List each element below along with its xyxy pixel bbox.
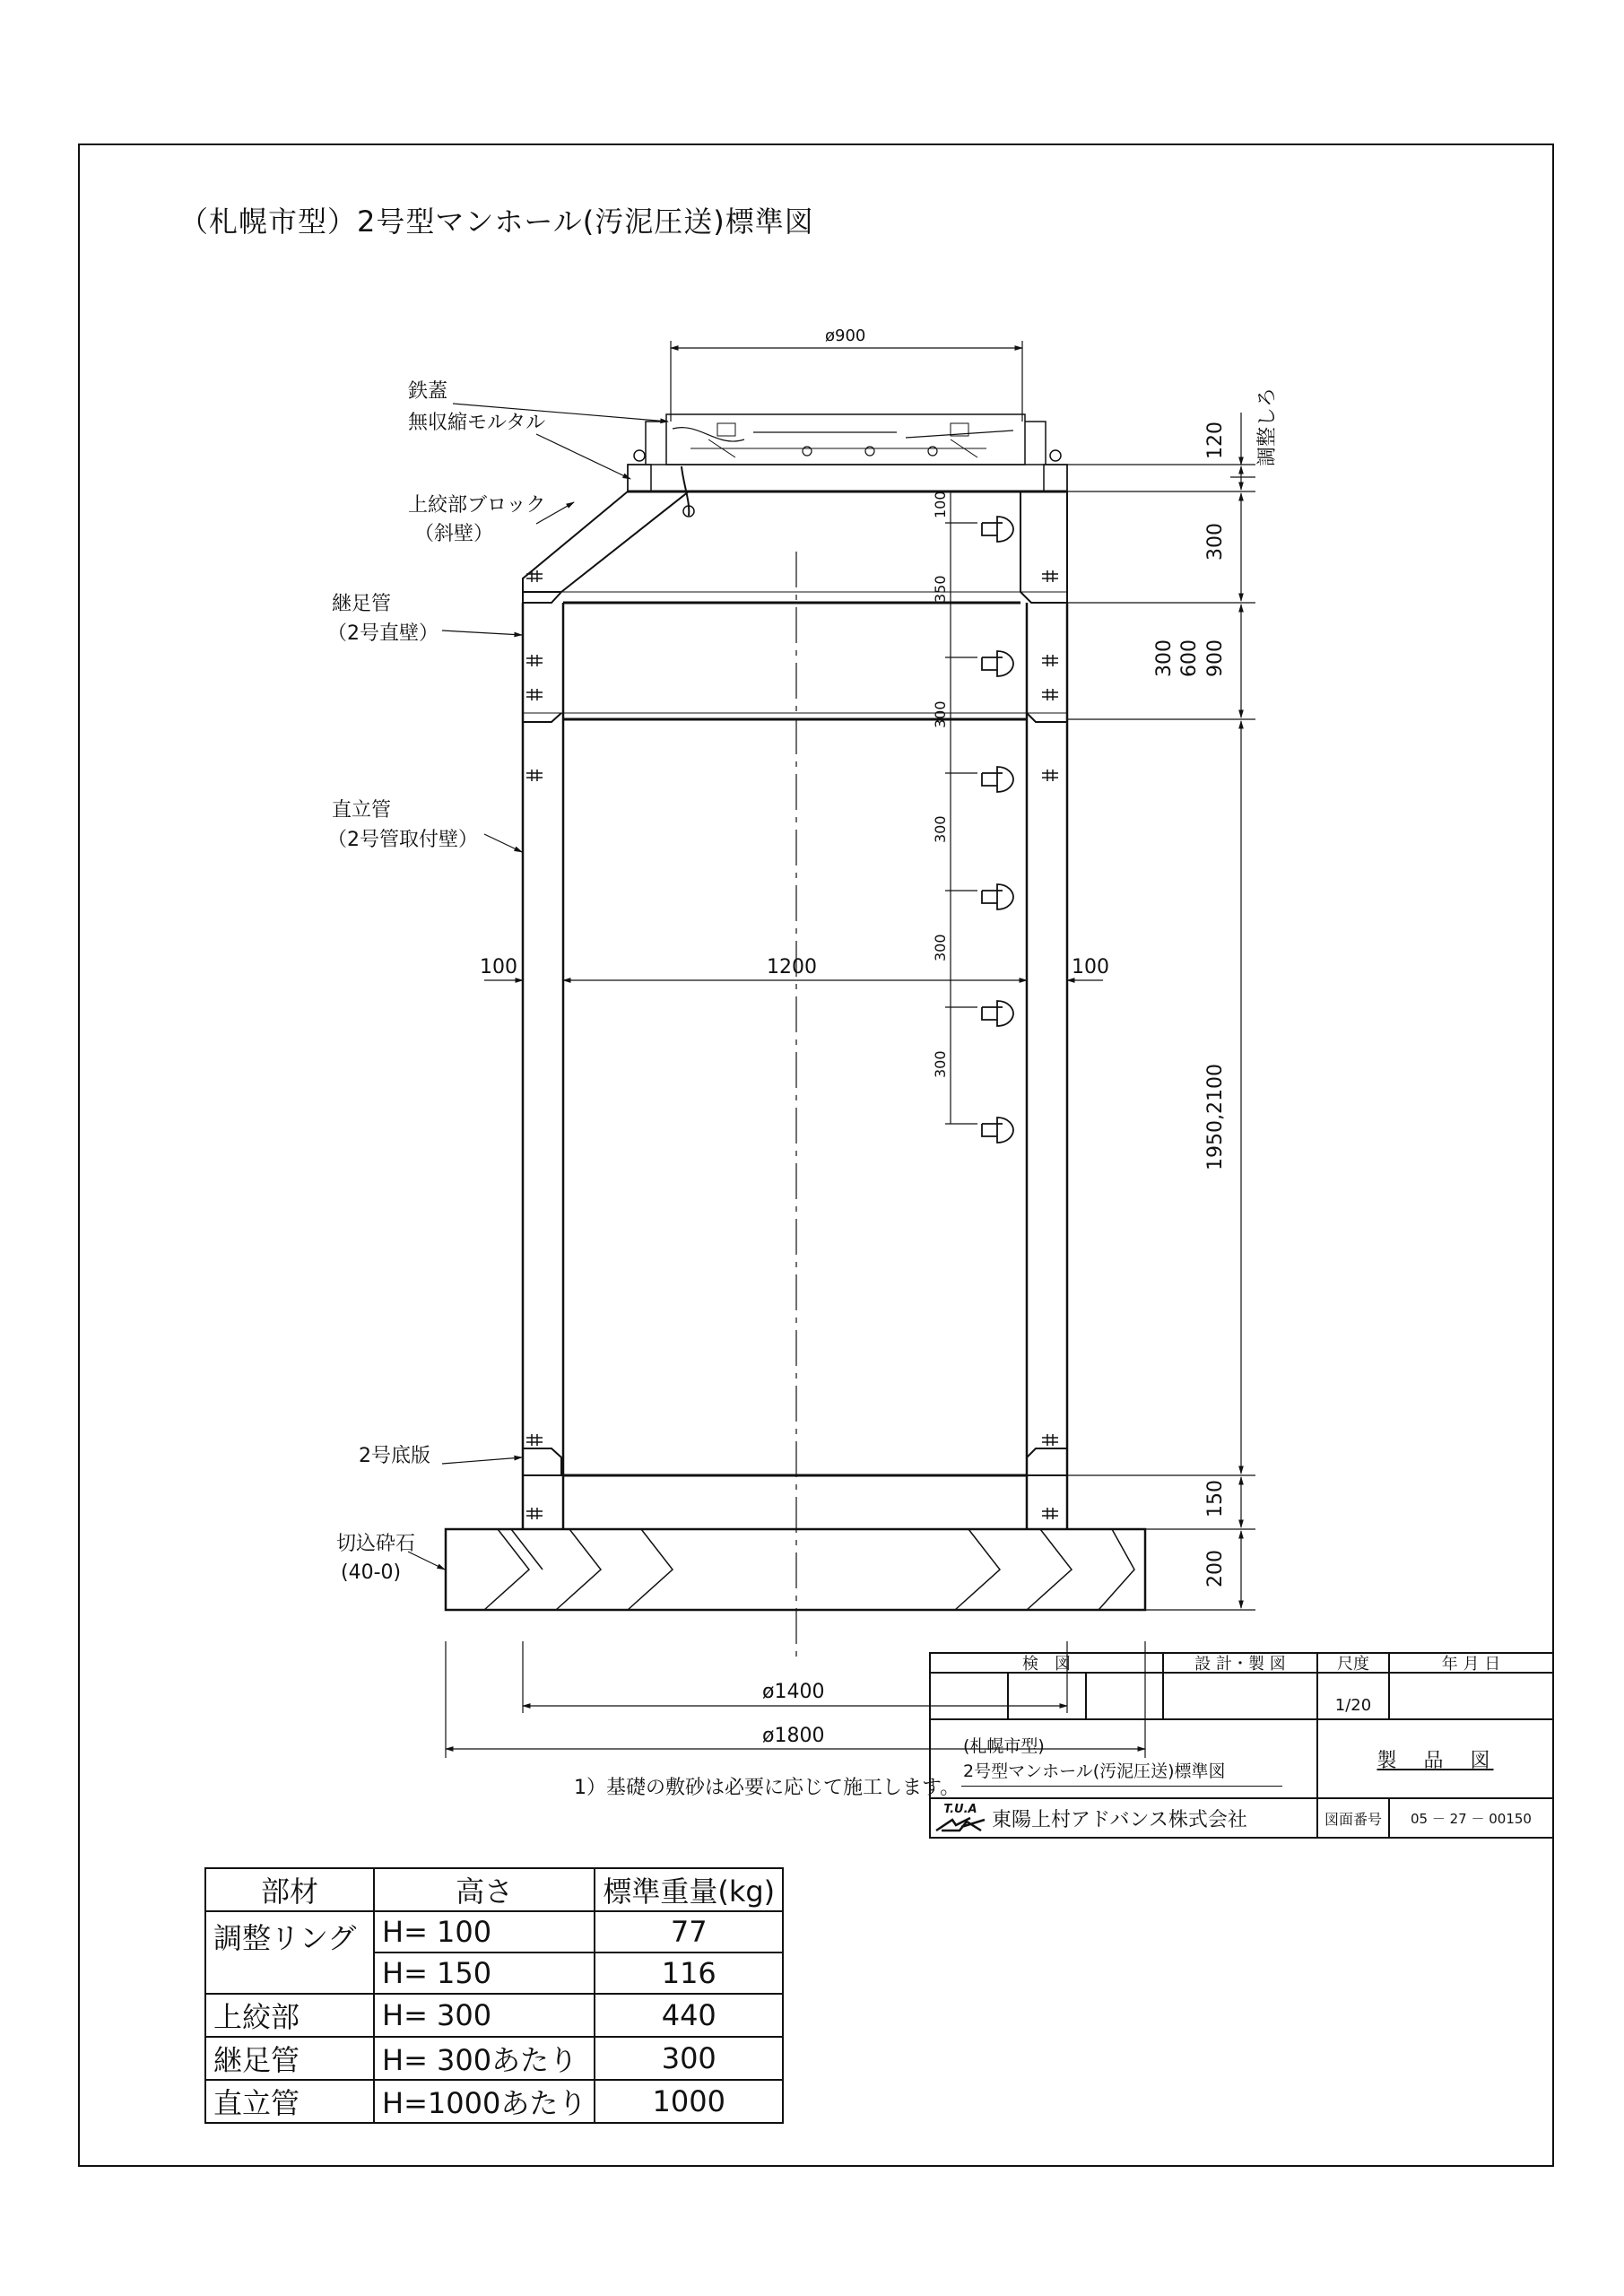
row-weight: 77 [595, 1911, 783, 1952]
company-name: 東陽上村アドバンス株式会社 [992, 1808, 1247, 1831]
dim-w1200-text: 1200 [767, 956, 817, 978]
label-cover: 鉄蓋 [408, 380, 448, 403]
row-height: H=1000あたり [374, 2080, 595, 2123]
row-weight: 1000 [595, 2080, 783, 2123]
dim-h1950-text: 1950,2100 [1204, 1064, 1227, 1170]
dim-ext1-text: 300 [1153, 639, 1176, 677]
company-logo [934, 1803, 986, 1834]
dim-d1800-text: ø1800 [762, 1725, 825, 1747]
tb-design: 設 計・製 図 [1162, 1652, 1316, 1672]
tb-underline [961, 1786, 1282, 1787]
top-block-wall [523, 491, 689, 592]
tb-sign-1 [929, 1672, 1007, 1718]
drawing-title: （札幌市型）2号型マンホール(汚泥圧送)標準図 [179, 204, 814, 239]
row-part: 調整リング [205, 1911, 374, 1994]
logo-text: T.U.A [943, 1802, 977, 1816]
label-top-block-sub: （斜壁） [414, 523, 494, 545]
label-extension-sub: （2号直壁） [327, 622, 439, 645]
row-part: 直立管 [205, 2080, 374, 2123]
step-dimension [945, 491, 977, 1124]
tb-sign-3 [1085, 1672, 1162, 1718]
label-gravel-sub: (40-0) [341, 1561, 402, 1584]
label-extension: 継足管 [332, 593, 392, 615]
tb-number-label: 図面番号 [1316, 1797, 1388, 1839]
table-row [205, 2080, 783, 2123]
step-dim-350: 350 [932, 575, 949, 603]
tb-scale-label: 尺度 [1316, 1652, 1388, 1672]
row-height: H= 300あたり [374, 2037, 595, 2080]
header-height: 高さ [374, 1868, 595, 1911]
header-weight: 標準重量(kg) [595, 1868, 783, 1911]
label-gravel: 切込砕石 [336, 1533, 416, 1555]
step-ladders [982, 517, 1013, 1143]
header-part: 部材 [205, 1868, 374, 1911]
row-height: H= 300 [374, 1994, 595, 2037]
tb-inspect: 検 図 [929, 1652, 1162, 1672]
tb-date-label: 年 月 日 [1388, 1652, 1554, 1672]
dim-d1400-text: ø1400 [762, 1681, 825, 1703]
tb-date [1388, 1672, 1554, 1718]
step-dim-300d: 300 [932, 1050, 949, 1078]
dim-w100-left-text: 100 [480, 956, 517, 978]
dim-h120-text: 120 [1204, 422, 1227, 459]
row-part: 上絞部 [205, 1994, 374, 2037]
label-mortar: 無収縮モルタル [408, 412, 546, 434]
row-weight: 440 [595, 1994, 783, 2037]
dim-h150-text: 150 [1204, 1480, 1227, 1518]
table-row [205, 1911, 783, 1952]
dim-w100-right-text: 100 [1072, 956, 1109, 978]
label-adjust: 調整しろ [1256, 387, 1279, 466]
logo-mark-icon [934, 1816, 986, 1834]
step-dim-300a: 300 [932, 700, 949, 728]
tb-drawing-title-1: (札幌市型) [963, 1736, 1045, 1756]
tb-scale: 1/20 [1316, 1672, 1388, 1718]
row-weight: 116 [595, 1952, 783, 1994]
dim-ext2-text: 600 [1178, 639, 1201, 677]
dim-d900-text: ø900 [825, 326, 866, 345]
dim-ext3-text: 900 [1204, 639, 1227, 677]
row-weight: 300 [595, 2037, 783, 2080]
table-row [205, 1994, 783, 2037]
row-part: 継足管 [205, 2037, 374, 2080]
step-dim-300c: 300 [932, 934, 949, 961]
label-top-block: 上絞部ブロック [408, 494, 546, 517]
row-height: H= 150 [374, 1952, 595, 1994]
table-row [205, 2037, 783, 2080]
tb-sign-4 [1162, 1672, 1316, 1718]
step-dim-100: 100 [932, 491, 949, 518]
iron-cover-group [646, 414, 1046, 517]
dim-h200-text: 200 [1204, 1550, 1227, 1587]
tb-drawing-title-2: 2号型マンホール(汚泥圧送)標準図 [963, 1761, 1226, 1781]
label-riser: 直立管 [332, 799, 392, 822]
construction-note: 1）基礎の敷砂は必要に応じて施工します。 [574, 1777, 960, 1799]
step-dim-300b: 300 [932, 815, 949, 843]
label-base: 2号底版 [359, 1445, 430, 1467]
tb-product: 製 品 図 [1316, 1718, 1554, 1797]
tb-company-cell [929, 1797, 1316, 1839]
title-block [929, 1652, 1554, 2167]
label-riser-sub: （2号管取付壁） [327, 829, 478, 851]
weight-table [204, 1867, 784, 2124]
adjust-ring [628, 465, 1067, 491]
row-height: H= 100 [374, 1911, 595, 1952]
tb-number: 05 － 27 － 00150 [1388, 1797, 1554, 1839]
weight-table-header [205, 1868, 783, 1911]
dim-h300-text: 300 [1204, 523, 1227, 561]
tb-sign-2 [1007, 1672, 1085, 1718]
